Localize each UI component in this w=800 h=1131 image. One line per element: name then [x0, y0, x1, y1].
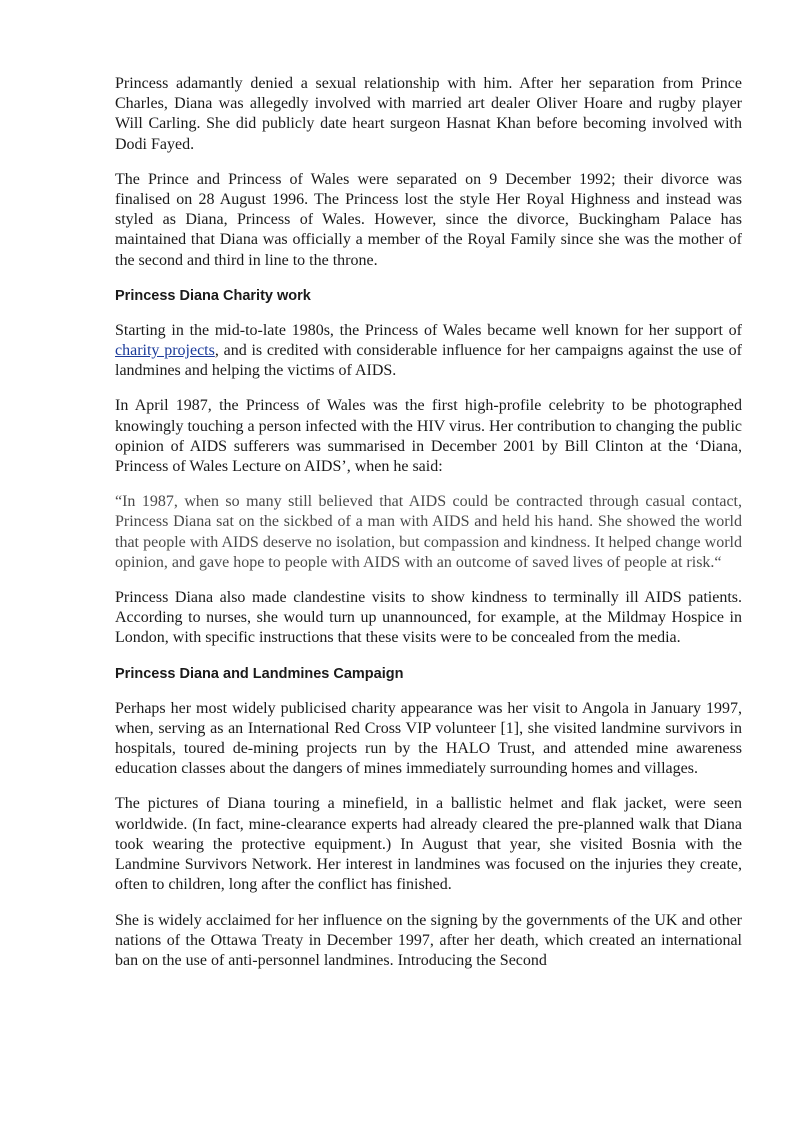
paragraph-clandestine-visits: Princess Diana also made clandestine visits to show kindness to terminally ill AIDS patients. According to nurses, she would turn up unannounced, for example, at the Mildmay Hospice in London, with specific instructions that these visits were to be concealed from the media. [115, 589, 742, 647]
paragraph-relationships: Princess adamantly denied a sexual relationship with him. After her separation from Prince Charles, Diana was allegedly involved with married art dealer Oliver Hoare and rugby player Will Carling. She did publicly date heart surgeon Hasnat Khan before becoming involved with Dodi Fayed. [115, 75, 742, 153]
paragraph-ottawa-treaty: She is widely acclaimed for her influence on the signing by the governments of the UK and other nations of the Ottawa Treaty in December 1997, after her death, which created an international ban on the use of anti-personnel landmines. Introducing the Second [115, 911, 742, 969]
paragraph-charity-intro-text: Starting in the mid-to-late 1980s, the Princess of Wales became well known for her support of [115, 321, 742, 339]
paragraph-minefield-pictures: The pictures of Diana touring a minefield, in a ballistic helmet and flak jacket, were seen worldwide. (In fact, mine-clearance experts had already cleared the pre-planned walk that Diana took wearing the protective equipment.) In August that year, she visited Bosnia with the Landmine Survivors Network. Her interest in landmines was focused on the injuries they create, often to children, long after the conflict has finished. [115, 795, 742, 894]
paragraph-charity-intro-text-end: , and is credited with considerable influence for her campaigns against the use of landmines and helping the victims of AIDS. [115, 342, 742, 380]
paragraph-angola-visit: Perhaps her most widely publicised charity appearance was her visit to Angola in January 1997, when, serving as an International Red Cross VIP volunteer [1], she visited landmine survivors in hospitals, toured de-mining projects run by the HALO Trust, and attended mine awareness education classes about the dangers of mines immediately surrounding homes and villages. [115, 699, 742, 778]
charity-projects-link[interactable]: charity projects [115, 342, 215, 360]
heading-charity-work: Princess Diana Charity work [115, 287, 311, 304]
paragraph-charity-intro [115, 321, 742, 382]
heading-landmines-campaign: Princess Diana and Landmines Campaign [115, 665, 404, 682]
paragraph-hiv-1987: In April 1987, the Princess of Wales was the first high-profile celebrity to be photographed knowingly touching a person infected with the HIV virus. Her contribution to changing the public opinion of AIDS sufferers was summarised in December 2001 by Bill Clinton at the ‘Diana, Princess of Wales Lecture on AIDS’, when he said: [115, 397, 742, 476]
paragraph-separation: The Prince and Princess of Wales were separated on 9 December 1992; their divorce was finalised on 28 August 1996. The Princess lost the style Her Royal Highness and instead was styled as Diana, Princess of Wales. However, since the divorce, Buckingham Palace has maintained that Diana was officially a member of the Royal Family since she was the mother of the second and third in line to the throne. [115, 170, 742, 269]
clinton-quote: “In 1987, when so many still believed that AIDS could be contracted through casual contact, Princess Diana sat on the sickbed of a man with AIDS and held his hand. She showed the world that people with AIDS deserve no isolation, but compassion and kindness. It helped change world opinion, and gave hope to people with AIDS with an outcome of saved lives of people at risk.“ [115, 493, 742, 571]
document-page [115, 74, 742, 986]
